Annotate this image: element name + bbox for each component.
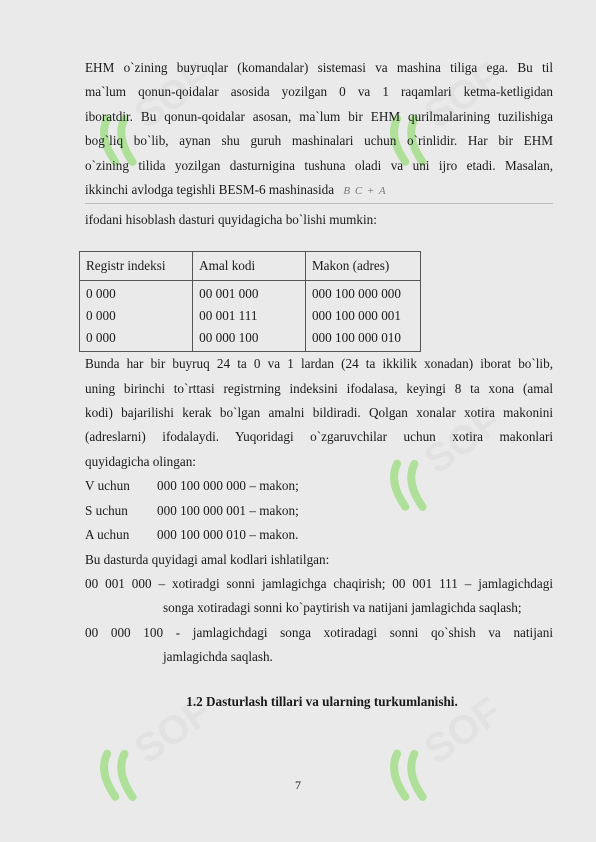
svg-text:SOF: SOF (416, 689, 510, 773)
cell-value: 000 100 000 000 (311, 286, 401, 302)
text-line: (adreslarni) ifodalaydi. Yuqoridagi o`zgaruvchilar uchun xotira makonlari (85, 429, 553, 445)
text-line-with-formula (85, 178, 553, 204)
table-header-row (80, 251, 421, 280)
text-line: ikkinchi avlodga tegishli BESM-6 mashinasida (85, 182, 335, 198)
cell-value: 0 000 (86, 308, 116, 324)
svg-text:SOF: SOF (126, 689, 220, 773)
column-header: Makon (adres) (305, 251, 420, 280)
variable-list (85, 474, 553, 547)
code-item-continuation: songa xotiradagi sonni ko`paytirish va natijani jamlagichda saqlash; (163, 600, 522, 616)
cell-value: 000 100 000 010 (311, 330, 401, 346)
text-line: EHM o`zining buyruqlar (komandalar) sistemasi va mashina tiliga ega. Bu til (85, 60, 553, 75)
variable-value: 000 100 000 000 – makon; (157, 478, 299, 494)
variable-value: 000 100 000 010 – makon. (157, 527, 299, 543)
svg-text:SOF: SOF (416, 54, 510, 138)
cell-value: 000 100 000 001 (311, 308, 401, 324)
code-item-first-line: 00 001 000 – xotiradgi sonni jamlagichga chaqirish; 00 001 111 – jamlagichdagi (85, 575, 553, 591)
list-item (85, 474, 553, 498)
text-line: ifodani hisoblash dasturi quyidagicha bo`lishi mumkin: (85, 212, 377, 228)
variable-label: S uchun (85, 502, 128, 518)
section-heading: 1.2 Dasturlash tillari va ularning turkumlanishi. (186, 693, 458, 709)
svg-text:SOF: SOF (126, 54, 220, 138)
command-table (79, 251, 421, 352)
text-line: uning birinchi to`rttasi registrning indeksini ifodalasa, keyingi 8 ta xona (amal (85, 380, 553, 396)
cell-value: 00 000 100 (199, 330, 259, 346)
page-body (85, 56, 553, 714)
text-line: quyidagicha olingan: (85, 453, 196, 469)
table-cell (80, 281, 193, 352)
column-header: Registr indeksi (80, 251, 193, 280)
page-number: 7 (295, 778, 301, 792)
text-line: kodi) bajarilishi kerak bo`lgan amalni bildiradi. Qolgan xonalar xotira makonini (85, 405, 553, 421)
paragraph-intro (85, 56, 553, 233)
variable-value: 000 100 000 001 – makon; (157, 502, 299, 518)
text-line: iboratdir. Bu qonun-qoidalar asosan, ma`lum bir EHM qurilmalarining tuzilishiga (85, 108, 553, 124)
cell-value: 00 001 111 (199, 308, 258, 324)
text-line: o`zining tilida yozilgan dasturnigina tushuna oladi va uni ijro etadi. Masalan, (85, 157, 553, 173)
svg-text:SOF: SOF (416, 399, 510, 483)
text-line: Bu dasturda quyidagi amal kodlari ishlatilgan: (85, 551, 330, 567)
list-item (85, 523, 553, 547)
list-item (85, 499, 553, 523)
text-line: ma`lum qonun-qoidalar asosida yozilgan 0 va 1 raqamlari ketma-ketligidan (85, 84, 553, 100)
cell-value: 0 000 (86, 286, 116, 302)
variable-label: V uchun (85, 478, 130, 494)
text-line: Bunda har bir buyruq 24 ta 0 va 1 lardan (24 ta ikkilik xonadan) iborat bo`lib, (85, 356, 553, 372)
table-row (80, 281, 421, 352)
code-item-first-line: 00 000 100 - jamlagichdagi songa xotiradagi sonni qo`shish va natijani (85, 624, 553, 640)
table-cell (305, 281, 420, 352)
code-item-continuation: jamlagichda saqlash. (163, 649, 273, 665)
paragraph-explanation (85, 352, 553, 474)
text-line: bog`liq bo`lib, aynan shu guruh mashinalari uchun o`rinlidir. Har bir EHM (85, 133, 553, 149)
cell-value: 00 001 000 (199, 286, 259, 302)
column-header: Amal kodi (193, 251, 306, 280)
code-list (85, 572, 553, 670)
table-cell (193, 281, 306, 352)
variable-label: A uchun (85, 527, 130, 543)
cell-value: 0 000 (86, 330, 116, 346)
formula: B C + A (343, 185, 387, 198)
